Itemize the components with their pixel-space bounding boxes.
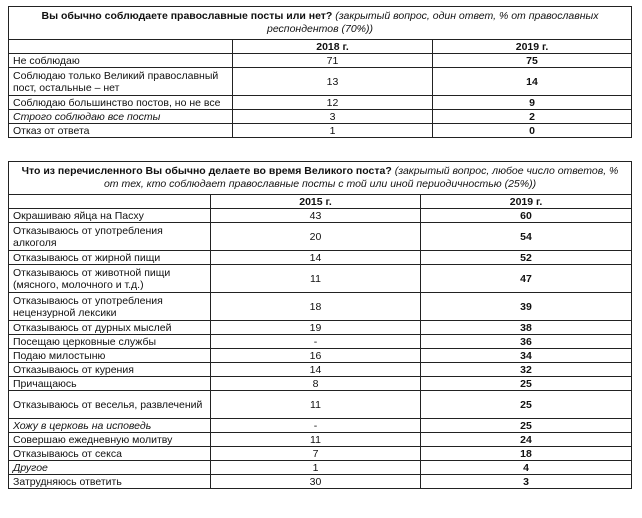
table2-question-note: (закрытый вопрос, любое число ответов, % от тех, кто соблюдает православные посты с той или иной периодичностью (25%)) — [103, 165, 619, 190]
row-label: Совершаю ежедневную молитву — [9, 433, 211, 447]
table-row — [9, 54, 632, 68]
table-row — [9, 335, 632, 349]
value-2015: 8 — [211, 377, 421, 391]
value-2019: 38 — [421, 321, 632, 335]
table-row — [9, 475, 632, 489]
value-2019: 34 — [421, 349, 632, 363]
value-2019: 25 — [421, 377, 632, 391]
table-row — [9, 419, 632, 433]
value-2019: 9 — [433, 96, 632, 110]
row-label: Соблюдаю большинство постов, но не все — [9, 96, 233, 110]
table-row — [9, 293, 632, 321]
value-2019: 32 — [421, 363, 632, 377]
table-row — [9, 110, 632, 124]
value-2018: 71 — [233, 54, 433, 68]
value-2019: 25 — [421, 419, 632, 433]
value-2015: 14 — [211, 363, 421, 377]
value-2015: 11 — [211, 433, 421, 447]
value-2015: 19 — [211, 321, 421, 335]
value-2015: 16 — [211, 349, 421, 363]
value-2019: 36 — [421, 335, 632, 349]
value-2015: 11 — [211, 391, 421, 419]
value-2019: 14 — [433, 68, 632, 96]
value-2019: 3 — [421, 475, 632, 489]
row-label: Строго соблюдаю все посты — [9, 110, 233, 124]
value-2019: 60 — [421, 209, 632, 223]
value-2015: 14 — [211, 251, 421, 265]
row-label: Другое — [9, 461, 211, 475]
value-2015: 20 — [211, 223, 421, 251]
table1-title — [9, 7, 632, 40]
table-row — [9, 377, 632, 391]
lent-practices-table — [8, 161, 632, 489]
value-2015: - — [211, 335, 421, 349]
row-label: Не соблюдаю — [9, 54, 233, 68]
table-row — [9, 321, 632, 335]
table-row — [9, 68, 632, 96]
value-2019: 52 — [421, 251, 632, 265]
table-row — [9, 391, 632, 419]
table1-question: Вы обычно соблюдаете православные посты или нет? — [41, 10, 333, 22]
value-2019: 0 — [433, 124, 632, 138]
value-2018: 12 — [233, 96, 433, 110]
table-row — [9, 433, 632, 447]
value-2019: 24 — [421, 433, 632, 447]
table2-question: Что из перечисленного Вы обычно делаете во время Великого поста? — [21, 165, 392, 177]
table-row — [9, 209, 632, 223]
table-row — [9, 461, 632, 475]
table-row — [9, 251, 632, 265]
value-2019: 54 — [421, 223, 632, 251]
value-2015: 11 — [211, 265, 421, 293]
value-2015: 1 — [211, 461, 421, 475]
table1-header-2018: 2018 г. — [233, 40, 433, 54]
row-label: Отказываюсь от употребления нецензурной лексики — [9, 293, 211, 321]
row-label: Хожу в церковь на исповедь — [9, 419, 211, 433]
row-label: Отказываюсь от курения — [9, 363, 211, 377]
table-row — [9, 124, 632, 138]
row-label: Подаю милостыню — [9, 349, 211, 363]
table2-title — [9, 162, 632, 195]
table1-question-note: (закрытый вопрос, один ответ, % от православных респондентов (70%)) — [267, 10, 599, 35]
value-2015: - — [211, 419, 421, 433]
value-2019: 39 — [421, 293, 632, 321]
value-2019: 4 — [421, 461, 632, 475]
table2-header-2019: 2019 г. — [421, 195, 632, 209]
value-2019: 47 — [421, 265, 632, 293]
row-label: Причащаюсь — [9, 377, 211, 391]
table1-header-2019: 2019 г. — [433, 40, 632, 54]
value-2018: 3 — [233, 110, 433, 124]
value-2019: 2 — [433, 110, 632, 124]
row-label: Соблюдаю только Великий православный пост, остальные – нет — [9, 68, 233, 96]
row-label: Отказ от ответа — [9, 124, 233, 138]
row-label: Отказываюсь от дурных мыслей — [9, 321, 211, 335]
table-row — [9, 223, 632, 251]
value-2019: 18 — [421, 447, 632, 461]
table2-header-empty — [9, 195, 211, 209]
value-2018: 1 — [233, 124, 433, 138]
table-row — [9, 349, 632, 363]
value-2019: 25 — [421, 391, 632, 419]
row-label: Отказываюсь от веселья, развлечений — [9, 391, 211, 419]
row-label: Отказываюсь от употребления алкоголя — [9, 223, 211, 251]
table-row — [9, 363, 632, 377]
fasting-observance-table — [8, 6, 632, 138]
table2-header-2015: 2015 г. — [211, 195, 421, 209]
value-2018: 13 — [233, 68, 433, 96]
table-row — [9, 447, 632, 461]
value-2015: 30 — [211, 475, 421, 489]
row-label: Затрудняюсь ответить — [9, 475, 211, 489]
row-label: Посещаю церковные службы — [9, 335, 211, 349]
value-2019: 75 — [433, 54, 632, 68]
table-row — [9, 96, 632, 110]
table1-header-empty — [9, 40, 233, 54]
row-label: Отказываюсь от жирной пищи — [9, 251, 211, 265]
table-row — [9, 265, 632, 293]
row-label: Окрашиваю яйца на Пасху — [9, 209, 211, 223]
row-label: Отказываюсь от секса — [9, 447, 211, 461]
value-2015: 7 — [211, 447, 421, 461]
value-2015: 43 — [211, 209, 421, 223]
row-label: Отказываюсь от животной пищи (мясного, молочного и т.д.) — [9, 265, 211, 293]
value-2015: 18 — [211, 293, 421, 321]
